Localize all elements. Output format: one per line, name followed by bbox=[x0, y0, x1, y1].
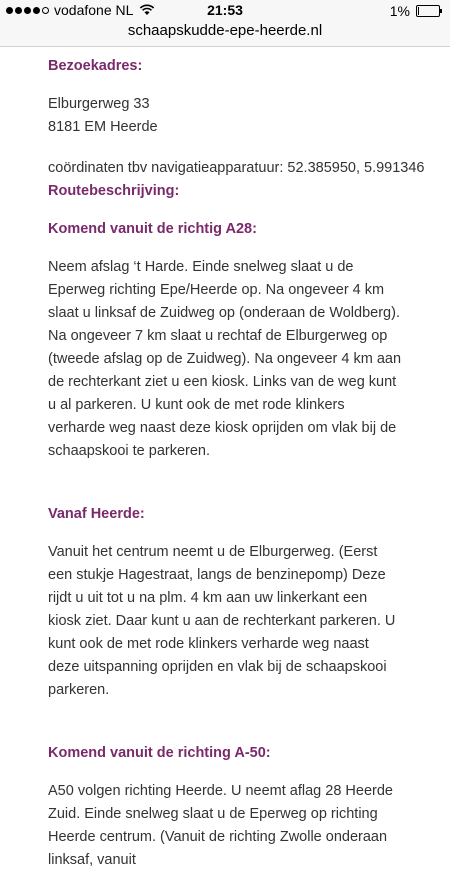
page-content bbox=[0, 47, 450, 872]
coordinates-text: coördinaten tbv navigatieapparatuur: 52.385950, 5.991346 bbox=[48, 160, 425, 176]
battery-percentage: 1% bbox=[389, 3, 410, 19]
address-bar[interactable] bbox=[0, 20, 450, 47]
battery-icon bbox=[416, 5, 442, 17]
a28-directions: Neem afslag ‘t Harde. Einde snelweg slaat u de Eperweg richting Epe/Heerde op. Na ongeveer 4 km slaat u linksaf de Zuidweg op (onderaan de Woldberg). Na ongeveer 7 km slaat u rechtaf de Elburgerweg op (tweede afslag op de Zuidweg). Na ongeveer 4 km aan de rechterkant ziet u een kiosk. Links van de weg kunt u al parkeren. U kunt ook de met rode klinkers verharde weg naast deze kiosk oprijden om vlak bij de schaapskooi te parkeren. bbox=[48, 259, 402, 459]
status-bar bbox=[0, 0, 450, 20]
address-street: Elburgerweg 33 bbox=[48, 96, 150, 112]
a28-heading: Komend vanuit de richtig A28: bbox=[48, 221, 257, 237]
address-postcode-city: 8181 EM Heerde bbox=[48, 119, 158, 135]
carrier-name: vodafone NL bbox=[54, 2, 134, 18]
clock: 21:53 bbox=[207, 2, 243, 18]
heerde-directions: Vanuit het centrum neemt u de Elburgerweg. (Eerst een stukje Hagestraat, langs de benzinepomp) Deze rijdt u uit tot u na plm. 4 km aan uw linkerkant een kiosk ziet. Daar kunt u aan de rechterkant parkeren. U kunt ook de met rode klinkers verharde weg naast deze uitspanning oprijden en vlak bij de schaapskooi parkeren. bbox=[48, 544, 396, 698]
status-right bbox=[390, 3, 442, 19]
heerde-heading: Vanaf Heerde: bbox=[48, 506, 145, 522]
a50-heading: Komend vanuit de richting A-50: bbox=[48, 745, 271, 761]
a50-directions: A50 volgen richting Heerde. U neemt aflag 28 Heerde Zuid. Einde snelweg slaat u de Eperweg op richting Heerde centrum. (Vanuit de richting Zwolle onderaan linksaf, vanuit bbox=[48, 783, 393, 868]
visit-address-heading: Bezoekadres: bbox=[48, 58, 143, 74]
url-domain[interactable]: schaapskudde-epe-heerde.nl bbox=[127, 22, 323, 39]
route-heading: Routebeschrijving: bbox=[48, 183, 180, 199]
